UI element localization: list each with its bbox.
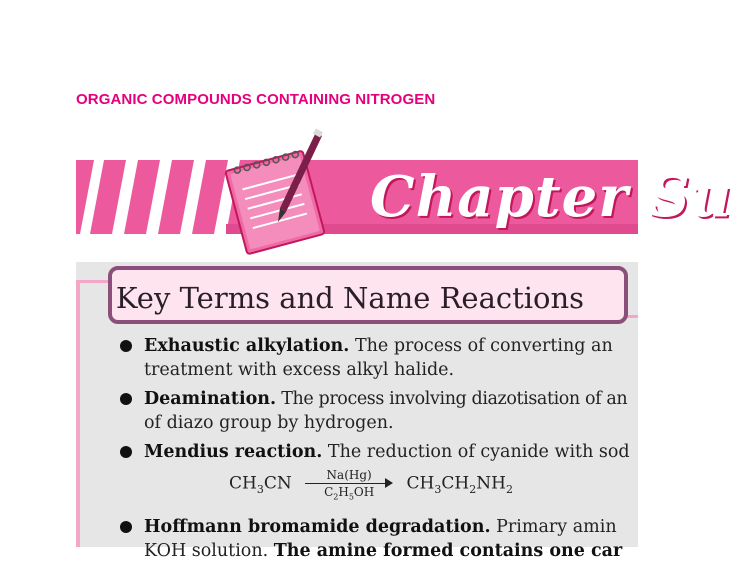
term-text-continued: treatment with excess alkyl halide. — [144, 360, 455, 380]
eq-subscript: 3 — [256, 482, 264, 496]
list-item — [120, 387, 638, 435]
list-item — [120, 515, 638, 563]
bullet-icon — [120, 393, 132, 405]
running-head: ORGANIC COMPOUNDS CONTAINING NITROGEN — [76, 91, 436, 108]
left-rail — [76, 280, 80, 547]
key-terms-box — [108, 266, 628, 324]
eq-subscript: 2 — [505, 482, 513, 496]
term-label: Deamination. — [144, 389, 277, 409]
term-emphasis: The amine formed contains one car — [273, 541, 623, 561]
eq-subscript: 3 — [434, 482, 442, 496]
chapter-title: Chapter Su — [370, 164, 732, 230]
list-item — [120, 334, 638, 382]
term-text-continued: KOH solution. — [144, 541, 274, 561]
eq-product: CH — [441, 473, 470, 494]
term-text: The process of converting an — [349, 336, 613, 356]
term-text: Primary amin — [490, 517, 617, 537]
eq-product: CH — [406, 473, 435, 494]
term-label: Hoffmann bromamide degradation. — [144, 517, 491, 537]
arrow-line — [305, 483, 387, 484]
eq-subscript: 2 — [469, 482, 477, 496]
terms-list — [120, 334, 638, 568]
key-terms-title: Key Terms and Name Reactions — [115, 281, 585, 315]
notepad-pen-icon — [220, 128, 350, 253]
term-text: The reduction of cyanide with sod — [322, 442, 630, 462]
mendius-equation — [229, 468, 513, 502]
eq-product: NH — [476, 473, 506, 494]
term-label: Exhaustic alkylation. — [144, 336, 350, 356]
bullet-icon — [120, 521, 132, 533]
term-label: Mendius reaction. — [144, 442, 323, 462]
bullet-icon — [120, 340, 132, 352]
eq-reactant: CN — [263, 473, 292, 494]
eq-reagent: Na(Hg) — [326, 468, 372, 482]
bullet-icon — [120, 446, 132, 458]
term-text-continued: of diazo group by hydrogen. — [144, 413, 394, 433]
reaction-arrow — [303, 468, 395, 502]
eq-reactant: CH — [229, 473, 257, 494]
term-text: The process involving diazotisation of an — [276, 389, 628, 409]
eq-solvent: $C_2H_5OH$ — [324, 485, 375, 502]
list-item — [120, 440, 638, 464]
